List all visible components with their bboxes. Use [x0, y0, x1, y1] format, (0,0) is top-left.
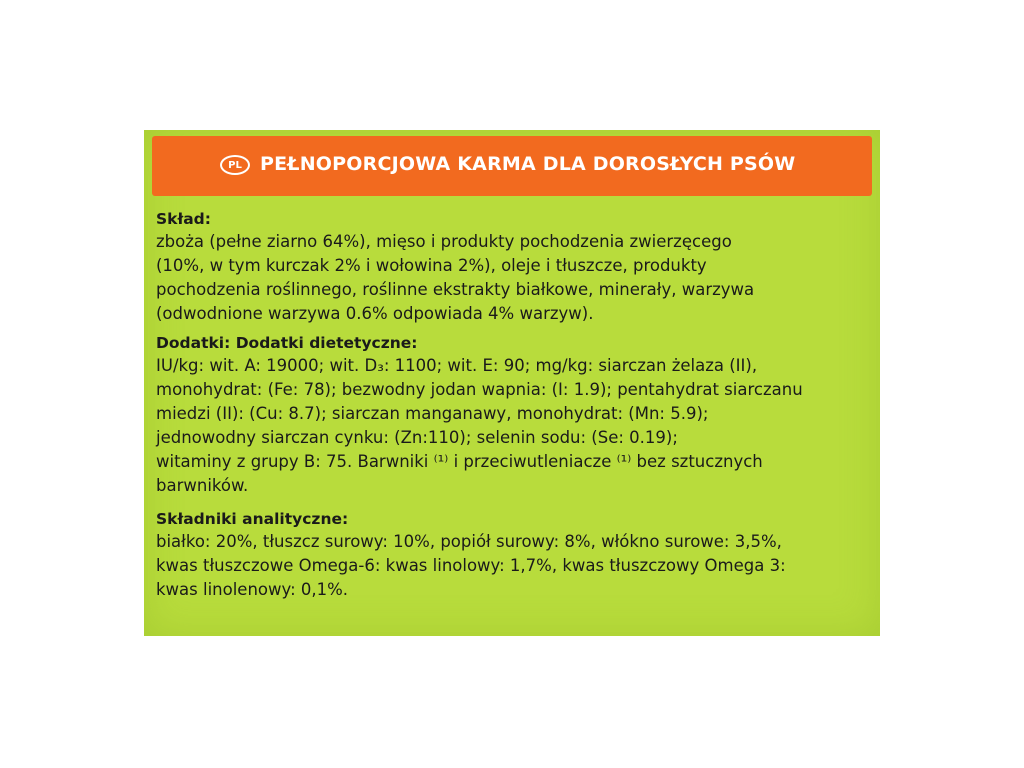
analytical-section	[156, 508, 872, 602]
pl-language-badge: PL	[220, 155, 250, 175]
banner-title: PEŁNOPORCJOWA KARMA DLA DOROSŁYCH PSÓW	[260, 153, 796, 175]
title-banner	[152, 136, 872, 196]
composition-text: zboża (pełne ziarno 64%), mięso i produkty pochodzenia zwierzęcego (10%, w tym kurczak 2% i wołowina 2%), oleje i tłuszcze, produkty pochodzenia roślinnego, roślinne ekstrakty białkowe, minerały, warzywa (odwodnione warzywa 0.6% odpowiada 4% warzyw).	[156, 232, 755, 323]
analytical-text: białko: 20%, tłuszcz surowy: 10%, popiół surowy: 8%, włókno surowe: 3,5%, kwas tłuszczowe Omega-6: kwas linolowy: 1,7%, kwas tłuszczowy Omega 3: kwas linolenowy: 0,1%.	[156, 532, 786, 599]
additives-section	[156, 332, 872, 498]
additives-heading: Dodatki: Dodatki dietetyczne:	[156, 334, 418, 352]
analytical-heading: Składniki analityczne:	[156, 510, 349, 528]
additives-text: IU/kg: wit. A: 19000; wit. D₃: 1100; wit. E: 90; mg/kg: siarczan żelaza (II), monohydrat: (Fe: 78); bezwodny jodan wapnia: (I: 1.9); pentahydrat siarczanu miedzi (II): (Cu: 8.7); siarczan manganawy, monohydrat: (Mn: 5.9); jednowodny siarczan cynku: (Zn:110); selenin sodu: (Se: 0.19); witaminy z grupy B: 75. Barwniki ⁽¹⁾ i przeciwutleniacze ⁽¹⁾ bez sztucznych barwników.	[156, 356, 803, 495]
label-content	[156, 208, 872, 608]
product-label-card	[144, 130, 880, 636]
composition-heading: Skład:	[156, 210, 211, 228]
composition-section	[156, 208, 872, 326]
